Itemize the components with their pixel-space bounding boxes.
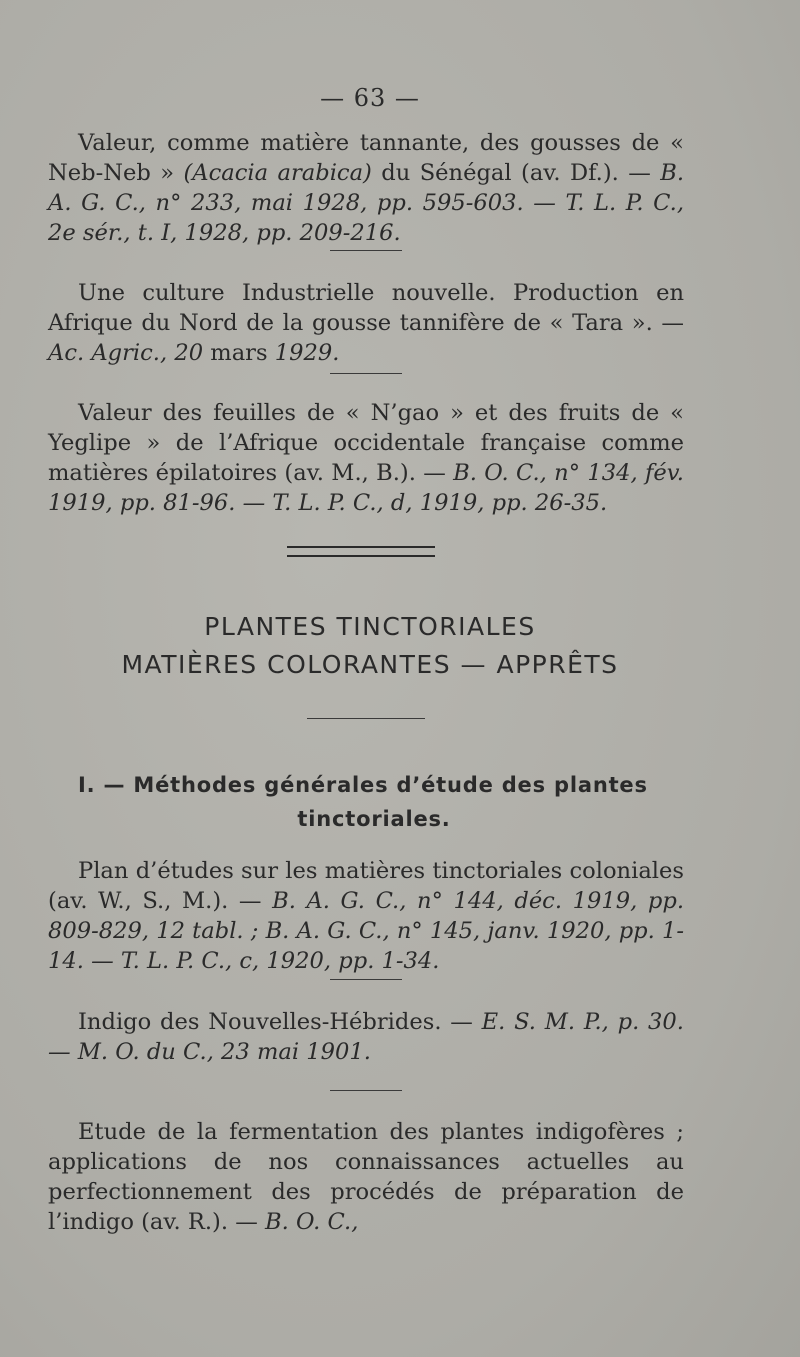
separator-rule: [330, 1090, 402, 1091]
bibliography-entry: [48, 856, 684, 976]
entry-text: [48, 1117, 684, 1237]
subsection-heading-line1: I. — Méthodes générales d’étude des plantes: [78, 773, 648, 797]
bibliography-entry: [48, 278, 684, 368]
entry-text: [48, 398, 684, 518]
section-double-rule: [287, 546, 435, 557]
citation-italic-text: B. A. G. C., n° 144, déc. 1919, pp. 809-829, 12 tabl. ; B. A. G. C., n° 145, janv. 1920, pp. 1-14. — T. L. P. C., c, 1920, pp. 1-34.: [48, 888, 685, 974]
subsection-heading-line2: tinctoriales.: [297, 807, 451, 831]
entry-plain-text: du Sénégal (av. Df.). —: [371, 160, 661, 186]
entry-plain-text: Valeur des feuilles de « N’gao » et des fruits de « Yeglipe » de l’Afrique occidentale française comme matières épilatoires (av. M., B.). —: [48, 400, 684, 486]
entry-text: [48, 1007, 684, 1067]
citation-italic-text: B. O. C., n° 134, fév. 1919, pp. 81-96. — T. L. P. C., d, 1919, pp. 26-35.: [48, 460, 684, 516]
entry-text: [48, 278, 684, 368]
citation-italic-text: (Acacia arabica): [183, 160, 372, 186]
bibliography-entry: [48, 1117, 684, 1237]
citation-italic-text: 1929.: [274, 340, 340, 366]
citation-italic-text: Ac. Agric., 20: [48, 340, 204, 366]
section-heading-line1: PLANTES TINCTORIALES: [204, 612, 536, 641]
entry-plain-text: mars: [203, 340, 275, 366]
entry-text: [48, 856, 684, 976]
separator-rule: [330, 373, 402, 374]
section-heading: [0, 608, 740, 684]
entry-plain-text: Plan d’études sur les matières tinctoriales coloniales (av. W., S., M.). —: [48, 858, 684, 914]
entry-plain-text: Etude de la fermentation des plantes indigofères ; applications de nos connaissances actuelles au perfectionnement des procédés de préparation de l’indigo (av. R.). —: [48, 1119, 684, 1235]
citation-italic-text: B. A. G. C., n° 233, mai 1928, pp. 595-603. — T. L. P. C., 2e sér., t. I, 1928, pp. 209-216.: [48, 160, 685, 246]
separator-rule: [330, 250, 402, 251]
separator-rule: [330, 979, 402, 980]
entry-plain-text: Indigo des Nouvelles-Hébrides. —: [78, 1009, 482, 1035]
entry-text: [48, 128, 684, 248]
section-heading-line2: MATIÈRES COLORANTES — APPRÊTS: [121, 650, 619, 679]
bibliography-entry: [48, 128, 684, 248]
citation-italic-text: E. S. M. P., p. 30. — M. O. du C., 23 mai 1901.: [48, 1009, 684, 1065]
subsection-heading: [78, 768, 698, 836]
citation-italic-text: B. O. C.,: [265, 1209, 359, 1235]
entry-plain-text: Une culture Industrielle nouvelle. Production en Afrique du Nord de la gousse tannifère de « Tara ». —: [48, 280, 684, 336]
page-number: — 63 —: [320, 84, 420, 112]
separator-rule: [307, 718, 425, 719]
bibliography-entry: [48, 398, 684, 518]
entry-plain-text: Valeur, comme matière tannante, des gousses de « Neb-Neb »: [48, 130, 684, 186]
bibliography-entry: [48, 1007, 684, 1067]
